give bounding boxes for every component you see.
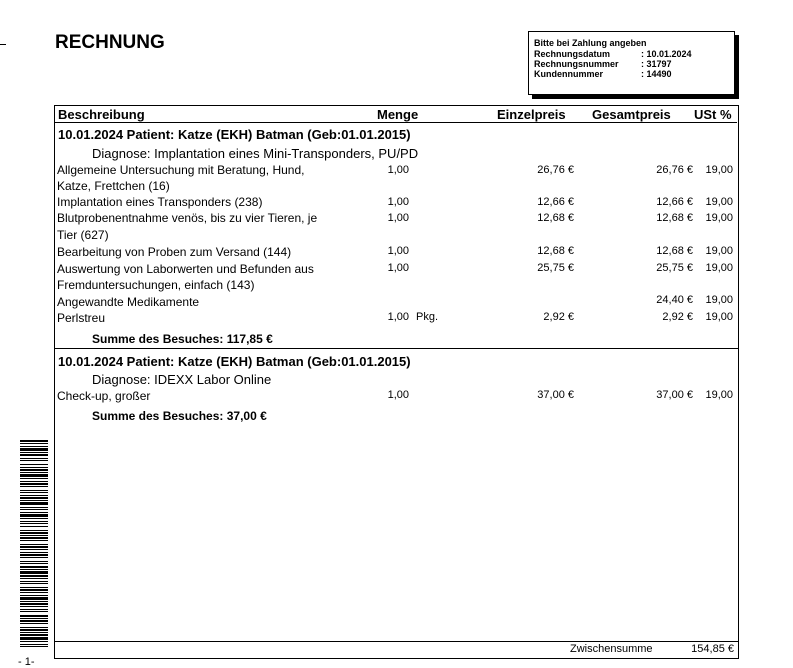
item-quantity: 1,00	[387, 212, 409, 224]
item-vat: 19,00	[705, 245, 733, 257]
item-unit-price: 12,66 €	[537, 196, 574, 208]
visit-header: 10.01.2024 Patient: Katze (EKH) Batman (Geb:01.01.2015)	[58, 354, 411, 369]
item-description-cont: Tier (627)	[57, 228, 109, 242]
invoice-date-label: Rechnungsdatum	[534, 49, 611, 59]
item-total: 12,68 €	[656, 212, 693, 224]
item-quantity: 1,00	[387, 389, 409, 401]
item-description: Check-up, großer	[57, 389, 151, 403]
item-description: Angewandte Medikamente	[57, 295, 200, 309]
invoice-number-label: Rechnungsnummer	[534, 59, 619, 69]
payment-info-heading: Bitte bei Zahlung angeben	[534, 38, 647, 48]
item-vat: 19,00	[705, 212, 733, 224]
visit-header: 10.01.2024 Patient: Katze (EKH) Batman (Geb:01.01.2015)	[58, 127, 411, 142]
page-number: - 1-	[18, 656, 35, 668]
subtotal-divider	[54, 641, 738, 642]
col-vat: USt %	[694, 107, 732, 122]
item-unit-price: 25,75 €	[537, 262, 574, 274]
customer-number-value: : 14490	[641, 69, 672, 79]
col-unit-price: Einzelpreis	[497, 107, 566, 122]
item-quantity: 1,00	[387, 262, 409, 274]
visit-diagnosis: Diagnose: IDEXX Labor Online	[92, 372, 272, 387]
invoice-date-value: : 10.01.2024	[641, 49, 692, 59]
item-description-cont: Fremduntersuchungen, einfach (143)	[57, 278, 255, 292]
item-total: 12,66 €	[656, 196, 693, 208]
item-description-cont: Katze, Frettchen (16)	[57, 179, 170, 193]
item-unit: Pkg.	[416, 311, 439, 323]
item-total: 37,00 €	[656, 389, 693, 401]
visit-diagnosis: Diagnose: Implantation eines Mini-Transponders, PU/PD	[92, 146, 419, 161]
fold-mark	[0, 44, 6, 45]
subtotal-label: Zwischensumme	[570, 643, 653, 655]
item-total: 2,92 €	[662, 311, 693, 323]
invoice-number-value: : 31797	[641, 59, 672, 69]
col-total-price: Gesamtpreis	[592, 107, 671, 122]
subtotal-value: 154,85 €	[691, 643, 734, 655]
item-unit-price: 26,76 €	[537, 164, 574, 176]
item-description: Perlstreu	[57, 311, 106, 325]
item-description: Auswertung von Laborwerten und Befunden aus	[57, 262, 314, 276]
item-total: 25,75 €	[656, 262, 693, 274]
item-total: 12,68 €	[656, 245, 693, 257]
payment-info-box	[528, 31, 735, 95]
item-vat: 19,00	[705, 389, 733, 401]
item-total: 26,76 €	[656, 164, 693, 176]
col-description: Beschreibung	[58, 107, 145, 122]
item-vat: 19,00	[705, 262, 733, 274]
item-quantity: 1,00	[387, 311, 409, 323]
item-unit-price: 2,92 €	[543, 311, 574, 323]
item-quantity: 1,00	[387, 164, 409, 176]
item-quantity: 1,00	[387, 196, 409, 208]
item-vat: 19,00	[705, 196, 733, 208]
visit-sum: Summe des Besuches: 117,85 €	[92, 332, 273, 346]
item-quantity: 1,00	[387, 245, 409, 257]
barcode-image	[20, 440, 48, 648]
item-description: Allgemeine Untersuchung mit Beratung, Hund,	[57, 163, 305, 177]
visit-divider	[54, 348, 738, 349]
document-title: RECHNUNG	[55, 32, 165, 53]
col-quantity: Menge	[377, 107, 419, 122]
item-description: Implantation eines Transponders (238)	[57, 195, 263, 209]
item-vat: 19,00	[705, 311, 733, 323]
item-unit-price: 12,68 €	[537, 212, 574, 224]
visit-sum: Summe des Besuches: 37,00 €	[92, 409, 267, 423]
item-total: 24,40 €	[656, 294, 693, 306]
item-unit-price: 12,68 €	[537, 245, 574, 257]
item-vat: 19,00	[705, 294, 733, 306]
item-vat: 19,00	[705, 164, 733, 176]
item-description: Bearbeitung von Proben zum Versand (144)	[57, 245, 292, 259]
customer-number-label: Kundennummer	[534, 69, 604, 79]
item-unit-price: 37,00 €	[537, 389, 574, 401]
item-description: Blutprobenentnahme venös, bis zu vier Tieren, je	[57, 211, 318, 225]
